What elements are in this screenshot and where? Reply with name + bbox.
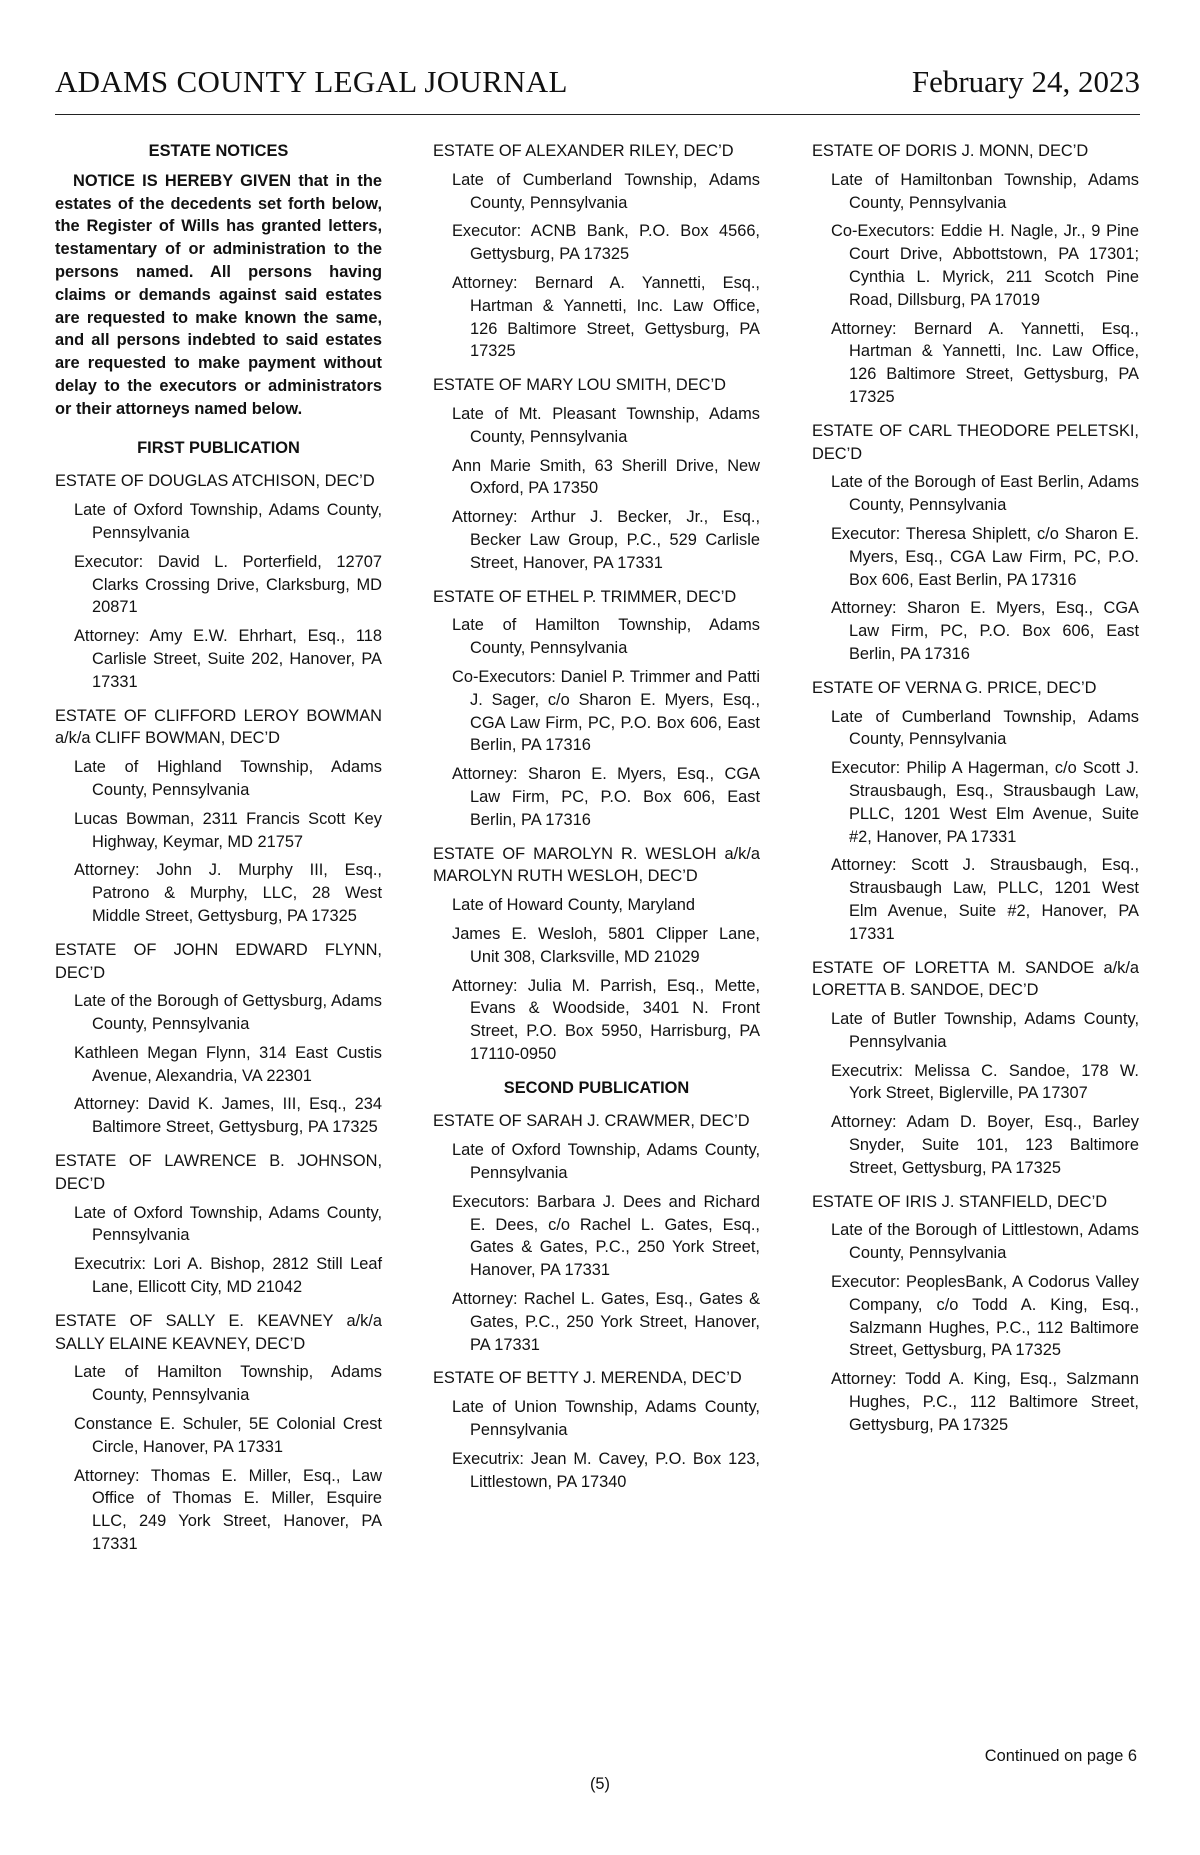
estate-entry	[812, 1191, 1139, 1437]
estate-entry	[55, 1150, 382, 1299]
estate-detail: Constance E. Schuler, 5E Colonial Crest Circle, Hanover, PA 17331	[74, 1415, 382, 1456]
estate-detail: Attorney: Thomas E. Miller, Esq., Law Office of Thomas E. Miller, Esquire LLC, 249 York Street, Hanover, PA 17331	[74, 1466, 382, 1554]
estate-detail: Attorney: Sharon E. Myers, Esq., CGA Law Firm, PC, P.O. Box 606, East Berlin, PA 17316	[831, 599, 1139, 663]
estate-detail: Attorney: Amy E.W. Ehrhart, Esq., 118 Carlisle Street, Suite 202, Hanover, PA 17331	[74, 627, 382, 691]
estate-name: ESTATE OF MARY LOU SMITH, DEC’D	[433, 376, 726, 395]
estate-detail: Late of Union Township, Adams County, Pennsylvania	[452, 1398, 760, 1440]
estate-name: ESTATE OF DOUGLAS ATCHISON, DEC’D	[55, 472, 375, 491]
estate-name: ESTATE OF BETTY J. MERENDA, DEC’D	[433, 1369, 742, 1388]
continued-note: Continued on page 6	[984, 1747, 1137, 1765]
estate-name: ESTATE OF MAROLYN R. WESLOH a/k/a MAROLYN RUTH WESLOH, DEC’D	[433, 844, 760, 886]
estate-detail: Late of Hamilton Township, Adams County, Pennsylvania	[74, 1363, 382, 1405]
estate-detail: Executrix: Jean M. Cavey, P.O. Box 123, Littlestown, PA 17340	[452, 1449, 760, 1491]
notice-intro-paragraph: NOTICE IS HEREBY GIVEN that in the estates of the decedents set forth below, the Register of Wills has granted letters, testamentary of or administration to the persons named. All persons having claims or demands against said estates are requested to make known the same, and all persons indebted to said estates are requested to make payment without delay to the executors or administrators or their attorneys named below.	[55, 171, 382, 418]
estate-detail: Late of Mt. Pleasant Township, Adams County, Pennsylvania	[452, 404, 760, 446]
estate-detail: Late of Oxford Township, Adams County, Pennsylvania	[74, 501, 382, 542]
column-2	[433, 140, 760, 1504]
estate-detail: Late of Butler Township, Adams County, Pennsylvania	[831, 1010, 1139, 1051]
estate-name: ESTATE OF VERNA G. PRICE, DEC’D	[812, 678, 1097, 697]
issue-date: February 24, 2023	[911, 64, 1140, 99]
estate-detail: Late of Howard County, Maryland	[452, 896, 695, 915]
estate-detail: Late of Cumberland Township, Adams County, Pennsylvania	[831, 707, 1139, 749]
estate-entry	[55, 939, 382, 1139]
estate-detail: Attorney: Bernard A. Yannetti, Esq., Hartman & Yannetti, Inc. Law Office, 126 Baltimore Street, Gettysburg, PA 17325	[452, 273, 760, 361]
estate-name: ESTATE OF SALLY E. KEAVNEY a/k/a SALLY ELAINE KEAVNEY, DEC’D	[55, 1311, 382, 1353]
estate-entry	[812, 957, 1139, 1180]
estate-detail: Attorney: Scott J. Strausbaugh, Esq., Strausbaugh Law, PLLC, 1201 West Elm Avenue, Suite #2, Hanover, PA 17331	[831, 856, 1139, 943]
estate-detail: Attorney: Bernard A. Yannetti, Esq., Hartman & Yannetti, Inc. Law Office, 126 Baltimore Street, Gettysburg, PA 17325	[831, 319, 1139, 406]
estate-name: ESTATE OF JOHN EDWARD FLYNN, DEC’D	[55, 940, 382, 982]
estate-entry	[433, 1367, 760, 1493]
column-3	[812, 140, 1139, 1448]
estate-detail: Late of the Borough of Littlestown, Adams County, Pennsylvania	[831, 1221, 1139, 1263]
first-publication-heading: FIRST PUBLICATION	[137, 438, 300, 457]
estate-detail: Lucas Bowman, 2311 Francis Scott Key Highway, Keymar, MD 21757	[74, 809, 382, 851]
estate-entry	[433, 140, 760, 363]
estate-detail: Late of Oxford Township, Adams County, Pennsylvania	[74, 1203, 382, 1245]
estate-detail: Attorney: Rachel L. Gates, Esq., Gates & Gates, P.C., 250 York Street, Hanover, PA 17331	[452, 1290, 760, 1354]
estate-detail: Late of Oxford Township, Adams County, Pennsylvania	[452, 1141, 760, 1183]
journal-title: ADAMS COUNTY LEGAL JOURNAL	[55, 64, 568, 99]
estate-detail: Co-Executors: Daniel P. Trimmer and Patti J. Sager, c/o Sharon E. Myers, Esq., CGA Law Firm, PC, P.O. Box 606, East Berlin, PA 17316	[452, 667, 760, 755]
estate-detail: Executor: Philip A Hagerman, c/o Scott J. Strausbaugh, Esq., Strausbaugh Law, PLLC, 1201 West Elm Avenue, Suite #2, Hanover, PA 17331	[831, 759, 1139, 846]
estate-name: ESTATE OF CARL THEODORE PELETSKI, DEC’D	[812, 421, 1139, 463]
column-1	[55, 140, 382, 1567]
estate-detail: Executrix: Lori A. Bishop, 2812 Still Leaf Lane, Ellicott City, MD 21042	[74, 1255, 382, 1297]
estate-detail: Attorney: David K. James, III, Esq., 234 Baltimore Street, Gettysburg, PA 17325	[74, 1095, 382, 1137]
estate-detail: Attorney: Todd A. King, Esq., Salzmann Hughes, P.C., 112 Baltimore Street, Gettysburg, PA 17325	[831, 1370, 1139, 1434]
estate-detail: James E. Wesloh, 5801 Clipper Lane, Unit 308, Clarksville, MD 21029	[452, 924, 760, 966]
estate-notices-heading: ESTATE NOTICES	[148, 142, 289, 160]
estate-detail: Executor: Theresa Shiplett, c/o Sharon E. Myers, Esq., CGA Law Firm, PC, P.O. Box 606, East Berlin, PA 17316	[831, 524, 1139, 589]
estate-name: ESTATE OF DORIS J. MONN, DEC’D	[812, 142, 1089, 160]
estate-name: ESTATE OF IRIS J. STANFIELD, DEC’D	[812, 1192, 1108, 1211]
estate-name: ESTATE OF LAWRENCE B. JOHNSON, DEC’D	[55, 1152, 382, 1193]
estate-name: ESTATE OF CLIFFORD LEROY BOWMAN a/k/a CLIFF BOWMAN, DEC’D	[55, 706, 382, 748]
estate-entry	[55, 1310, 382, 1556]
estate-entry	[812, 677, 1139, 946]
estate-detail: Attorney: John J. Murphy III, Esq., Patrono & Murphy, LLC, 28 West Middle Street, Gettysburg, PA 17325	[74, 861, 382, 925]
estate-entry	[433, 586, 760, 832]
estate-detail: Attorney: Adam D. Boyer, Esq., Barley Snyder, Suite 101, 123 Baltimore Street, Gettysburg, PA 17325	[831, 1113, 1139, 1177]
estate-entry	[55, 470, 382, 693]
estate-detail: Late of Hamilton Township, Adams County, Pennsylvania	[452, 616, 760, 658]
estate-name: ESTATE OF SARAH J. CRAWMER, DEC’D	[433, 1112, 750, 1131]
estate-detail: Late of Highland Township, Adams County, Pennsylvania	[74, 758, 382, 799]
estate-entry	[55, 705, 382, 928]
estate-detail: Executor: David L. Porterfield, 12707 Clarks Crossing Drive, Clarksburg, MD 20871	[74, 552, 382, 617]
estate-detail: Executor: PeoplesBank, A Codorus Valley Company, c/o Todd A. King, Esq., Salzmann Hughes, P.C., 112 Baltimore Street, Gettysburg, PA 17325	[831, 1273, 1139, 1360]
estate-detail: Attorney: Julia M. Parrish, Esq., Mette, Evans & Woodside, 3401 N. Front Street, P.O. Box 5950, Harrisburg, PA 17110-0950	[452, 976, 760, 1063]
page-number: (5)	[589, 1775, 611, 1793]
estate-entry	[433, 1110, 760, 1356]
estate-detail: Co-Executors: Eddie H. Nagle, Jr., 9 Pine Court Drive, Abbottstown, PA 17301; Cynthia L. Myrick, 211 Scotch Pine Road, Dillsburg, PA 17019	[831, 222, 1139, 309]
estate-detail: Attorney: Arthur J. Becker, Jr., Esq., Becker Law Group, P.C., 529 Carlisle Street, Hanover, PA 17331	[452, 508, 760, 572]
estate-detail: Late of Cumberland Township, Adams County, Pennsylvania	[452, 170, 760, 212]
page-header	[55, 62, 1140, 115]
estate-entry	[433, 374, 760, 574]
estate-detail: Late of Hamiltonban Township, Adams County, Pennsylvania	[831, 170, 1139, 212]
estate-detail: Executor: ACNB Bank, P.O. Box 4566, Gettysburg, PA 17325	[452, 222, 760, 264]
estate-detail: Kathleen Megan Flynn, 314 East Custis Avenue, Alexandria, VA 22301	[74, 1043, 382, 1085]
estate-detail: Attorney: Sharon E. Myers, Esq., CGA Law Firm, PC, P.O. Box 606, East Berlin, PA 17316	[452, 765, 760, 829]
estate-name: ESTATE OF LORETTA M. SANDOE a/k/a LORETTA B. SANDOE, DEC’D	[812, 958, 1139, 1000]
estate-detail: Ann Marie Smith, 63 Sherill Drive, New Oxford, PA 17350	[452, 456, 760, 498]
estate-entry	[812, 140, 1139, 409]
estate-entry	[433, 843, 760, 1066]
estate-name: ESTATE OF ETHEL P. TRIMMER, DEC’D	[433, 587, 737, 606]
estate-detail: Late of the Borough of East Berlin, Adams County, Pennsylvania	[831, 473, 1139, 515]
estate-detail: Late of the Borough of Gettysburg, Adams County, Pennsylvania	[74, 992, 382, 1034]
estate-entry	[812, 420, 1139, 666]
estate-detail: Executrix: Melissa C. Sandoe, 178 W. York Street, Biglerville, PA 17307	[831, 1061, 1139, 1103]
second-publication-heading: SECOND PUBLICATION	[503, 1078, 690, 1097]
estate-detail: Executors: Barbara J. Dees and Richard E. Dees, c/o Rachel L. Gates, Esq., Gates & Gates, P.C., 250 York Street, Hanover, PA 17331	[452, 1192, 760, 1280]
estate-name: ESTATE OF ALEXANDER RILEY, DEC’D	[433, 142, 734, 160]
